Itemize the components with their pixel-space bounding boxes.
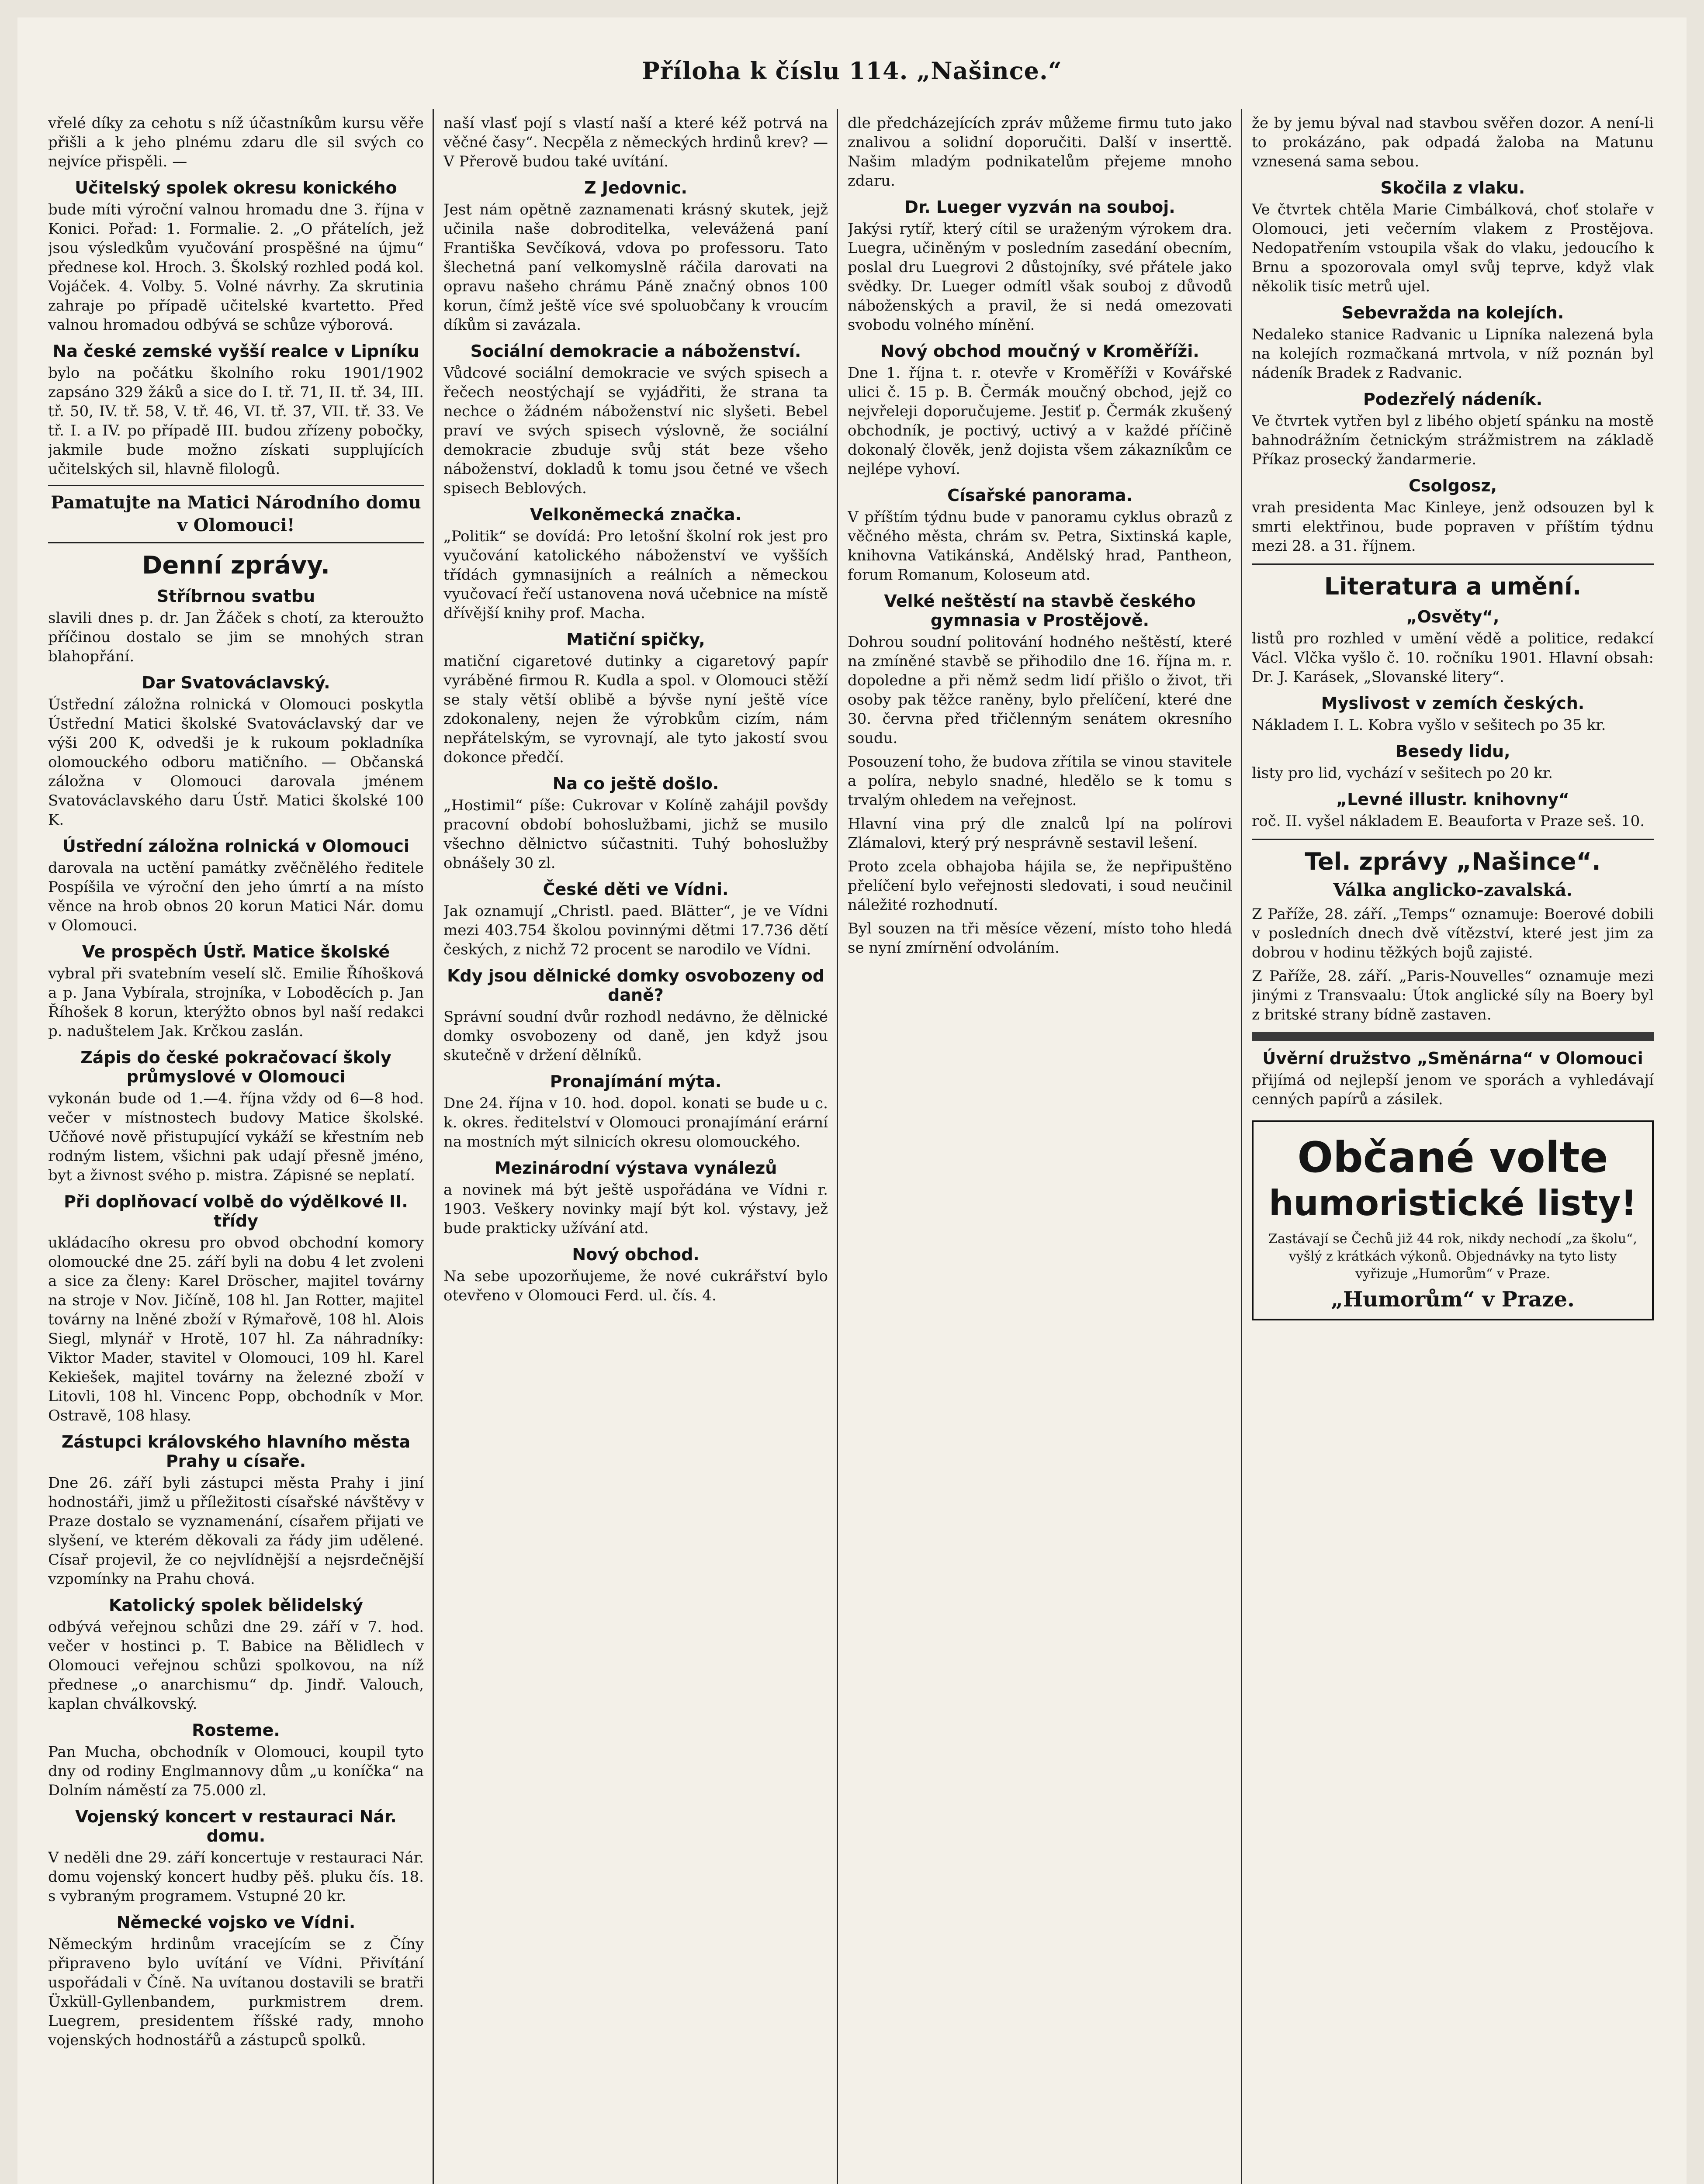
article-heading: Rosteme. — [192, 1721, 280, 1740]
article-heading: Matiční spičky, — [566, 630, 705, 649]
article-text: „Politik“ se dovídá: Pro letošní školní rok jest pro vyučování katolického náboženství ve vyšších třídách gymnasijních a reálních a německou vyučovací řečí ustanovena nová učebnice na místě dřívější knihy prof. Macha. — [443, 528, 828, 622]
article-heading: Ve prospěch Ústř. Matice školské — [82, 942, 390, 961]
article-heading: Dar Svatováclavský. — [142, 673, 330, 692]
article-text: Správní soudní dvůr rozhodl nedávno, že dělnické domky osvobozeny od daně, jen když jsou skutečně v držení dělníků. — [443, 1008, 828, 1064]
article-text: Posouzení toho, že budova zřítila se vinou stavitele a políra, nebylo snadné, hledělo se k tomu s trvalým ohledem na veřejnost. — [848, 753, 1232, 809]
section-heading: Literatura a umění. — [1324, 573, 1582, 600]
article-text: Dne 24. října v 10. hod. dopol. konati se bude u c. k. okres. ředitelství v Olomouci pronajímání erární na mostních mýt silnicích okresu olomouckého. — [443, 1095, 828, 1151]
column-2 — [443, 114, 828, 2184]
article-text: listů pro rozhled v umění vědě a politice, redakcí Václ. Vlčka vyšlo č. 10. ročníku 1901. Hlavní obsah: Dr. J. Karásek, „Slovanské litery“. — [1252, 630, 1654, 686]
article-text: Hlavní vina prý dle znalců lpí na polírovi Zlámalovi, který prý nesprávně sestavil lešení. — [848, 815, 1232, 852]
article-text: listy pro lid, vychází v sešitech po 20 kr. — [1252, 764, 1553, 782]
section-subheading: Válka anglicko-zavalská. — [1333, 880, 1572, 900]
article-heading: Ústřední záložna rolnická v Olomouci — [62, 836, 409, 856]
article-heading: Císařské panorama. — [947, 486, 1133, 505]
article-text: Vůdcové sociální demokracie ve svých spisech a řečech neostýchají se vyjádřiti, že strana ta nechce o žádném náboženství nic slyšeti. Bebel praví ve svých spisech výslovně, že sociální demokracie zbuduje svůj stát beze všeho náboženství, dokladů k tomu jsou četné ve všech spisech Beblových. — [443, 364, 828, 497]
article-heading: Zástupci královského hlavního města Prahy u císaře. — [61, 1432, 411, 1471]
article-heading: Na co ještě došlo. — [552, 774, 719, 793]
column-1 — [48, 114, 424, 2184]
article-text: Nákladem I. L. Kobra vyšlo v sešitech po 35 kr. — [1252, 716, 1606, 734]
advert-divider — [1252, 1032, 1654, 1041]
advert-heading: Úvěrní družstvo „Směnárna“ v Olomouci — [1262, 1049, 1643, 1068]
advertisement-box — [1252, 1120, 1654, 1320]
section-heading: Denní zprávy. — [142, 551, 330, 580]
article-text: Nedaleko stanice Radvanic u Lipníka nalezená byla na kolejích rozmačkaná mrtvola, v níž poznán byl nádeník Bradek z Radvanic. — [1252, 326, 1654, 382]
article-heading: Nový obchod moučný v Kroměříži. — [880, 342, 1199, 361]
article-text: roč. II. vyšel nákladem E. Beauforta v Praze seš. 10. — [1252, 812, 1645, 830]
section-divider — [1252, 563, 1654, 565]
article-text: a novinek má být ještě uspořádána ve Vídni r. 1903. Veškery novinky mají být kol. výstavy, jež bude prakticky užívání atd. — [443, 1181, 828, 1237]
article-heading: Sebevražda na kolejích. — [1341, 303, 1564, 322]
column-divider — [433, 109, 434, 2184]
article-text: bude míti výroční valnou hromadu dne 3. října v Konici. Pořad: 1. Formalie. 2. „O přátelích, jež jsou výsledkům vyučování prospěšné na újmu“ přednese kol. Hroch. 3. Školský rozhled podá kol. Vojáček. 4. Volby. 5. Volné návrhy. Za skrutinia zahraje po případě učitelské kvartetto. Před valnou hromadou odbývá se schůze výborová. — [48, 201, 424, 334]
column-4 — [1252, 114, 1654, 2184]
article-text: naší vlasť pojí s vlastí naší a které kéž potrvá na věčné časy“. Necpěla z německých hrdinů krev? — V Přerově budou také uvítání. — [443, 114, 828, 170]
article-text: Dne 1. října t. r. otevře v Kroměříži v Kovářské ulici č. 15 p. B. Čermák moučný obchod, jejž co nejvřeleji doporučujeme. Jestiť p. Čermák zkušený obchodník, je poctivý, uctivý a v každé příčině dokonalý člověk, jenž dojista všem zákazníkům ce nejlépe vyhoví. — [848, 364, 1232, 478]
article-heading: Csolgosz, — [1408, 476, 1497, 495]
article-text: V neděli dne 29. září koncertuje v restauraci Nár. domu vojenský koncert hudby pěš. pluku čís. 18. s vybraným programem. Vstupné 20 kr. — [48, 1849, 424, 1905]
newspaper-page — [17, 17, 1687, 2184]
advert-body-text: Zastávají se Čechů již 44 rok, nikdy nechodí „za školu“, vyšlý z krátkách výkonů. Objednávky na tyto listy vyřizuje „Humorům“ v Praze. — [1268, 1231, 1637, 1282]
column-divider — [1241, 109, 1242, 2184]
article-heading: Kdy jsou dělnické domky osvobozeny od daně? — [447, 966, 824, 1005]
article-text: vybral při svatebním veselí slč. Emilie Říhošková a p. Jana Vybírala, strojníka, v Loboděcích p. Jan Říhošek 8 korun, kterýžto obnos byl naší redakci p. naduštelem Jak. Krčkou zaslán. — [48, 965, 424, 1040]
article-text: že by jemu býval nad stavbou svěřen dozor. A není-li to prokázáno, pak odpadá žaloba na Matunu vznesená sama sebou. — [1252, 114, 1654, 170]
page-header-title: Příloha k číslu 114. „Našince.“ — [642, 57, 1062, 85]
article-text: Ústřední záložna rolnická v Olomouci poskytla Ústřední Matici školské Svatováclavský dar ve výši 200 K, odvedši je k rukoum pokladníka olomouckého odboru matičního. — Občanská záložna v Olomouci darovala jménem Svatováclavského daru Ústř. Matici školské 100 K. — [48, 696, 424, 829]
article-text: bylo na počátku školního roku 1901/1902 zapsáno 329 žáků a sice do I. tř. 71, II. tř. 34, III. tř. 50, IV. tř. 58, V. tř. 46, VI. tř. 37, VII. tř. 33. Ve tř. I. a IV. po případě III. budou zřízeny pobočky, jakmile bude možno získati supplujících učitelských sil, hlavně filologů. — [48, 364, 424, 478]
article-text: Z Paříže, 28. září. „Temps“ oznamuje: Boerové dobili v posledních dnech dvě vítězství, které jest jim za dobrou v hodinu těžkých bojů zajisté. — [1252, 905, 1654, 961]
boxed-notice: Pamatujte na Matici Národního domu v Olomouci! — [48, 485, 424, 543]
article-heading: Vojenský koncert v restauraci Nár. domu. — [75, 1807, 397, 1845]
article-heading: Myslivost v zemích českých. — [1321, 694, 1585, 713]
article-heading: Zápis do české pokračovací školy průmyslové v Olomouci — [80, 1048, 391, 1086]
column-3 — [848, 114, 1232, 2184]
article-heading: Katolický spolek bělidelský — [108, 1596, 364, 1615]
article-heading: Velké neštěstí na stavbě českého gymnasia v Prostějově. — [884, 591, 1196, 630]
advert-text: přijímá od nejlepší jenom ve sporách a vyhledávají cenných papírů a zásilek. — [1252, 1071, 1654, 1108]
article-heading: „Levné illustr. knihovny“ — [1336, 790, 1569, 809]
article-text: vřelé díky za cehotu s níž účastníkům kursu věře přišli a k jeho plnému zdaru dle sil svých co nejvíce přispěli. — — [48, 114, 424, 170]
article-text: Jest nám opětně zaznamenati krásný skutek, jejž učinila naše dobroditelka, velevážená paní Františka Sevčíková, vdova po professoru. Tato šlechetná paní velkomyslně ráčila darovati na opravu našeho chrámu Páně značný obnos 100 korun, čímž ještě více své spoluobčany k vroucím díkům si zavázala. — [443, 201, 828, 334]
article-text: vykonán bude od 1.—4. října vždy od 6—8 hod. večer v místnostech budovy Matice školské. Učňové nově přistupující vykáží se křestním neb rodným listem, všichni pak udají přesně jméno, byt a živnost svého p. mistra. Zápisné se neplatí. — [48, 1090, 424, 1184]
article-heading: Pronajímání mýta. — [550, 1072, 722, 1091]
article-text: Německým hrdinům vracejícím se z Číny připraveno bylo uvítání ve Vídni. Přivítání uspořádali v Číně. Na uvítanou dostavili se bratři Üxküll-Gyllenbandem, purkmistrem drem. Luegrem, presidentem říšské rady, mnoho vojenských hodnostářů a zástupců spolků. — [48, 1935, 424, 2049]
article-heading: Besedy lidu, — [1395, 742, 1510, 761]
article-text: „Hostimil“ píše: Cukrovar v Kolíně zahájil povšdy pracovní období bohoslužbami, jichž se musilo všechno dělnictvo súčastniti. Tuhý bohoslužby obnášely 30 zl. — [443, 797, 828, 872]
article-heading: Při doplňovací volbě do výdělkové II. třídy — [64, 1192, 408, 1230]
article-heading: Podezřelý nádeník. — [1363, 390, 1543, 409]
section-heading: Tel. zprávy „Našince“. — [1305, 848, 1601, 875]
article-text: odbývá veřejnou schůzi dne 29. září v 7. hod. večer v hostinci p. T. Babice na Bělidlech v Olomouci veřejnou schůzi spolkovou, na níž přednese „o anarchismu“ dp. Jindř. Valouch, kaplan chválkovský. — [48, 1618, 424, 1713]
article-text: ukládacího okresu pro obvod obchodní komory olomoucké dne 25. září byli na dobu 4 let zvoleni a sice za členy: Karel Dröscher, majitel továrny na stroje v Nov. Jičíně, 108 hl. Jan Rotter, majitel továrny na lněné zboží v Rýmařově, 108 hl. Alois Siegl, mlynář v Hrotě, 107 hl. Za náhradníky: Viktor Mader, stavitel v Olomouci, 109 hl. Karel Kekiešek, majitel továrny na železné zboží v Litovli, 108 hl. Vincenc Popp, obchodník v Mor. Ostravě, 108 hlasy. — [48, 1234, 424, 1424]
article-text: Pan Mucha, obchodník v Olomouci, koupil tyto dny od rodiny Englmannovy dům „u koníčka“ na Dolním náměstí za 75.000 zl. — [48, 1743, 424, 1799]
article-heading: Stříbrnou svatbu — [156, 587, 315, 606]
article-text: Z Paříže, 28. září. „Paris-Nouvelles“ oznamuje mezi jinými z Transvaalu: Útok anglické síly na Boery byl z britské strany bídně zastaven. — [1252, 968, 1654, 1023]
article-text: V příštím týdnu bude v panoramu cyklus obrazů z věčného města, chrám sv. Petra, Sixtinská kaple, knihovna Vatikánská, Andělský hrad, Pantheon, forum Romanum, Koloseum atd. — [848, 508, 1232, 584]
article-heading: Z Jedovnic. — [584, 178, 687, 197]
article-text: slavili dnes p. dr. Jan Žáček s chotí, za kteroužto příčinou dostalo se jim se mnohých stran blahopřání. — [48, 609, 424, 665]
article-text: matiční cigaretové dutinky a cigaretový papír vyráběné firmou R. Kudla a spol. v Olomouci stěží se staly větší oblibě a bývše nyní ještě více zdokonaleny, nejen že výrobkům cizím, nám nepřátelským, se vyrovnají, ale tyto jakostí svou dokonce předčí. — [443, 653, 828, 766]
advert-footer: „Humorům“ v Praze. — [1331, 1287, 1575, 1312]
article-text: dle předcházejících zpráv můžeme firmu tuto jako znalivou a solidní doporučiti. Další v inserttě. Našim mladým podnikatelům přejeme mnoho zdaru. — [848, 114, 1232, 190]
article-heading: Německé vojsko ve Vídni. — [116, 1913, 356, 1932]
article-heading: Nový obchod. — [572, 1245, 700, 1264]
article-text: Jakýsi rytíř, který cítil se uraženým výrokem dra. Luegra, učiněným v posledním zasedání obecním, poslal dru Luegrovi 2 důstojníky, své přátele jako svědky. Dr. Lueger odmítl však souboj z důvodů náboženských a pravil, že si nedá omezovati svobodu volného mínění. — [848, 220, 1232, 334]
article-text: vrah presidenta Mac Kinleye, jenž odsouzen byl k smrti elektřinou, bude popraven v příštím týdnu mezi 28. a 31. říjnem. — [1252, 499, 1654, 555]
article-heading: Skočila z vlaku. — [1380, 178, 1525, 197]
article-heading: České děti ve Vídni. — [543, 880, 729, 899]
section-divider — [1252, 839, 1654, 840]
article-heading: Dr. Lueger vyzván na souboj. — [904, 197, 1175, 217]
article-text: Byl souzen na tři měsíce vězení, místo toho hledá se nyní zmírnění odvoláním. — [848, 920, 1232, 957]
article-text: Jak oznamují „Christl. paed. Blätter“, je ve Vídni mezi 403.754 školou povinnými dětmi 17.736 dětí českých, z nichž 72 procent se narodilo ve Vídni. — [443, 902, 828, 958]
article-text: Na sebe upozorňujeme, že nové cukrářství bylo otevřeno v Olomouci Ferd. ul. čís. 4. — [443, 1268, 828, 1304]
advert-big-title: Občané volte — [1297, 1133, 1608, 1182]
article-heading: „Osvěty“, — [1406, 607, 1500, 626]
article-heading: Mezinárodní výstava vynálezů — [494, 1158, 777, 1178]
article-heading: Učitelský spolek okresu konického — [75, 178, 397, 197]
article-heading: Velkoněmecká značka. — [530, 505, 742, 524]
article-text: Ve čtvrtek chtěla Marie Cimbálková, choť stolaře v Olomouci, jeti večerním vlakem z Prostějova. Nedopatřením vstoupila však do vlaku, jedoucího k Brnu a spozorovala omyl svůj teprve, když vlak několik tisíc metrů ujel. — [1252, 201, 1654, 295]
article-heading: Na české zemské vyšší realce v Lipníku — [52, 342, 419, 361]
column-divider — [837, 109, 838, 2184]
article-text: Ve čtvrtek vytřen byl z libého objetí spánku na mostě bahnodrážním četnickým strážmistrem na základě Příkaz prosecký žandarmerie. — [1252, 412, 1654, 468]
article-text: Dohrou soudní politování hodného neštěstí, které na zmíněné stavbě se přihodilo dne 16. října m. r. dopoledne a při němž sedm lidí přišlo o život, tři osoby pak těžce raněny, bylo přelíčení, které dne 30. června před třičlenným senátem okresního soudu. — [848, 633, 1232, 747]
article-text: Proto zcela obhajoba hájila se, že nepřipuštěno přelíčení bylo veřejnosti sledovati, i soud neučinil náležité rozhodnutí. — [848, 858, 1232, 914]
article-text: Dne 26. září byli zástupci města Prahy i jiní hodnostáři, jimž u příležitosti císařské návštěvy v Praze dostalo se vyznamenání, císařem přijati ve slyšení, ve kterém děkovali za řády jim udělené. Císař projevil, že co nejvlídnější a nejsrdečnější vzpomínky na Prahu chová. — [48, 1474, 424, 1588]
article-text: darovala na uctění památky zvěčnělého ředitele Pospíšila ve výroční den jeho úmrtí a na místo věnce na hrob obnos 20 korun Matici Nár. domu v Olomouci. — [48, 859, 424, 934]
article-heading: Sociální demokracie a náboženství. — [470, 342, 801, 361]
advert-big-subtitle: humoristické listy! — [1268, 1183, 1637, 1223]
